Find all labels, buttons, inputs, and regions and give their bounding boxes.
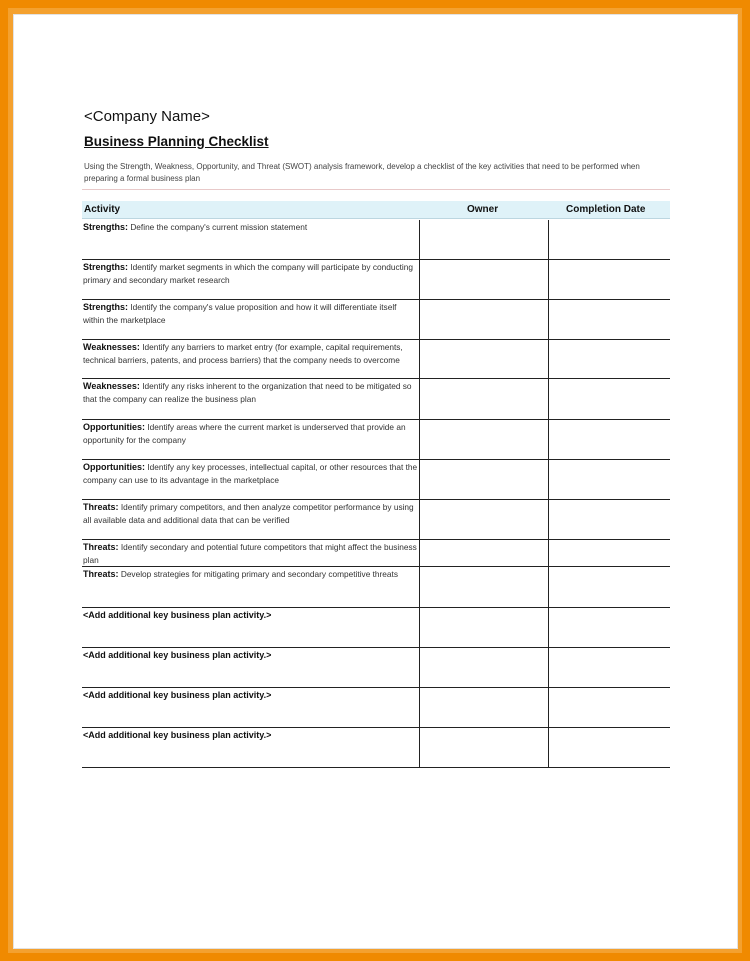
- owner-cell[interactable]: [419, 540, 549, 566]
- divider: [82, 189, 670, 190]
- activity-cell: [83, 421, 418, 447]
- activity-cell: [83, 221, 418, 234]
- completion-date-cell[interactable]: [549, 728, 670, 767]
- table-row: [82, 379, 670, 420]
- intro-paragraph: Using the Strength, Weakness, Opportunity, and Threat (SWOT) analysis framework, develop a checklist of the key activities that need to be performed when preparing a formal business plan: [84, 162, 640, 183]
- activity-cell: [83, 301, 418, 327]
- activity-category: Weaknesses:: [83, 381, 140, 391]
- activity-category: Strengths:: [83, 262, 128, 272]
- table-row: [82, 648, 670, 688]
- activity-cell: [83, 541, 418, 567]
- activity-cell: [83, 568, 418, 581]
- header-completion-date: Completion Date: [566, 204, 646, 215]
- activity-text: Identify market segments in which the company will participate by conducting primary and secondary market research: [83, 262, 414, 285]
- activity-text: Identify any barriers to market entry (for example, capital requirements, technical barriers, patents, and process barriers) that the company needs to overcome: [83, 342, 403, 365]
- completion-date-cell[interactable]: [549, 567, 670, 607]
- activity-category: Weaknesses:: [83, 342, 140, 352]
- activity-text: Develop strategies for mitigating primary and secondary competitive threats: [120, 569, 398, 579]
- activity-text: Identify secondary and potential future competitors that might affect the business plan: [83, 542, 417, 565]
- owner-cell[interactable]: [419, 220, 549, 259]
- table-row: [82, 420, 670, 460]
- completion-date-cell[interactable]: [549, 340, 670, 378]
- document-title: Business Planning Checklist: [84, 134, 269, 149]
- table-row: [82, 300, 670, 340]
- table-row: [82, 728, 670, 768]
- activity-category: Threats:: [83, 542, 119, 552]
- activity-cell: [83, 649, 418, 662]
- table-row: [82, 220, 670, 260]
- table-row: [82, 688, 670, 728]
- activity-cell: [83, 461, 418, 487]
- owner-cell[interactable]: [419, 500, 549, 539]
- activity-cell: [83, 609, 418, 622]
- activity-category: Strengths:: [83, 222, 128, 232]
- table-header: [82, 201, 670, 219]
- activity-text: Identify any key processes, intellectual capital, or other resources that the company can use to its advantage in the marketplace: [83, 462, 418, 485]
- completion-date-cell[interactable]: [549, 379, 670, 419]
- table-row: [82, 500, 670, 540]
- table-row: [82, 608, 670, 648]
- table-row: [82, 260, 670, 300]
- owner-cell[interactable]: [419, 420, 549, 459]
- owner-cell[interactable]: [419, 300, 549, 339]
- activity-text: Define the company's current mission statement: [130, 222, 308, 232]
- activity-cell: [83, 261, 418, 287]
- completion-date-cell[interactable]: [549, 688, 670, 727]
- owner-cell[interactable]: [419, 379, 549, 419]
- add-activity-placeholder[interactable]: <Add additional key business plan activity.>: [83, 730, 272, 740]
- activity-cell: [83, 729, 418, 742]
- activity-cell: [83, 341, 418, 367]
- owner-cell[interactable]: [419, 648, 549, 687]
- activity-category: Threats:: [83, 502, 119, 512]
- activity-category: Threats:: [83, 569, 119, 579]
- completion-date-cell[interactable]: [549, 648, 670, 687]
- activity-cell: [83, 380, 418, 406]
- activity-cell: [83, 689, 418, 702]
- activity-category: Opportunities:: [83, 422, 145, 432]
- activity-text: Identify the company's value proposition and how it will differentiate itself within the marketplace: [83, 302, 397, 325]
- completion-date-cell[interactable]: [549, 460, 670, 499]
- owner-cell[interactable]: [419, 340, 549, 378]
- completion-date-cell[interactable]: [549, 220, 670, 259]
- add-activity-placeholder[interactable]: <Add additional key business plan activity.>: [83, 690, 272, 700]
- header-activity: Activity: [84, 204, 121, 215]
- completion-date-cell[interactable]: [549, 300, 670, 339]
- activity-text: Identify primary competitors, and then analyze competitor performance by using all available data and additional data that can be verified: [83, 502, 414, 525]
- add-activity-placeholder[interactable]: <Add additional key business plan activity.>: [83, 650, 272, 660]
- activity-text: Identify any risks inherent to the organization that need to be mitigated so that the company can realize the business plan: [83, 381, 412, 404]
- completion-date-cell[interactable]: [549, 420, 670, 459]
- table-row: [82, 567, 670, 608]
- activity-category: Opportunities:: [83, 462, 145, 472]
- table-row: [82, 540, 670, 567]
- owner-cell[interactable]: [419, 567, 549, 607]
- completion-date-cell[interactable]: [549, 608, 670, 647]
- owner-cell[interactable]: [419, 460, 549, 499]
- checklist-table: [82, 220, 670, 768]
- completion-date-cell[interactable]: [549, 500, 670, 539]
- owner-cell[interactable]: [419, 728, 549, 767]
- header-owner: Owner: [467, 204, 499, 215]
- document-page: [13, 14, 738, 949]
- activity-text: Identify areas where the current market is underserved that provide an opportunity for the company: [83, 422, 406, 445]
- table-row: [82, 340, 670, 379]
- company-name: <Company Name>: [84, 108, 210, 125]
- activity-category: Strengths:: [83, 302, 128, 312]
- add-activity-placeholder[interactable]: <Add additional key business plan activity.>: [83, 610, 272, 620]
- owner-cell[interactable]: [419, 608, 549, 647]
- completion-date-cell[interactable]: [549, 260, 670, 299]
- activity-cell: [83, 501, 418, 527]
- owner-cell[interactable]: [419, 260, 549, 299]
- table-row: [82, 460, 670, 500]
- completion-date-cell[interactable]: [549, 540, 670, 566]
- owner-cell[interactable]: [419, 688, 549, 727]
